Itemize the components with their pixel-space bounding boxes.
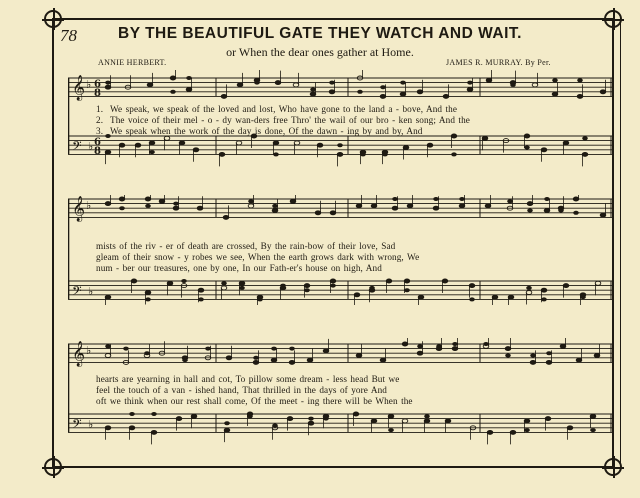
time-signature-top: 6 bbox=[94, 79, 101, 90]
note-head bbox=[576, 358, 582, 362]
frame-left-rule bbox=[52, 18, 54, 468]
note-head bbox=[119, 206, 125, 210]
note-head bbox=[445, 419, 451, 423]
note-head bbox=[170, 90, 176, 94]
note-head bbox=[221, 94, 227, 98]
note-head bbox=[186, 76, 192, 80]
note-head bbox=[417, 344, 423, 348]
note-head bbox=[541, 288, 547, 292]
note-head bbox=[273, 141, 279, 145]
note-head bbox=[330, 279, 336, 283]
note-head bbox=[239, 286, 245, 290]
note-head bbox=[159, 199, 165, 203]
note-head bbox=[530, 354, 536, 358]
note-head bbox=[402, 419, 408, 423]
note-head bbox=[308, 421, 314, 425]
corner-ornament-icon bbox=[604, 458, 622, 476]
note-head bbox=[304, 284, 310, 288]
note-head bbox=[442, 279, 448, 283]
note-head bbox=[545, 417, 551, 421]
note-head bbox=[486, 78, 492, 82]
note-head bbox=[173, 202, 179, 206]
note-head bbox=[582, 152, 588, 156]
note-head bbox=[594, 354, 600, 358]
note-head bbox=[304, 288, 310, 292]
note-head bbox=[541, 148, 547, 152]
note-head bbox=[436, 344, 442, 348]
note-head bbox=[119, 143, 125, 147]
note-head bbox=[417, 90, 423, 94]
note-head bbox=[323, 349, 329, 353]
music-system-2 bbox=[68, 195, 612, 305]
bass-clef-icon: 𝄢 bbox=[72, 283, 82, 302]
note-head bbox=[487, 430, 493, 434]
lyricist-credit: ANNIE HERBERT. bbox=[98, 58, 167, 67]
note-head bbox=[544, 209, 550, 213]
note-head bbox=[323, 417, 329, 421]
note-head bbox=[272, 424, 278, 428]
frame-bottom-rule bbox=[52, 466, 614, 468]
note-head bbox=[483, 342, 489, 346]
note-head bbox=[221, 286, 227, 290]
note-head bbox=[505, 354, 511, 358]
note-head bbox=[129, 426, 135, 430]
note-head bbox=[198, 297, 204, 301]
note-head bbox=[247, 414, 253, 418]
note-head bbox=[239, 281, 245, 285]
note-head bbox=[179, 141, 185, 145]
corner-ornament-icon bbox=[44, 458, 62, 476]
note-head bbox=[145, 291, 151, 295]
note-head bbox=[236, 141, 242, 145]
note-head bbox=[145, 204, 151, 208]
note-head bbox=[129, 412, 135, 416]
note-head bbox=[237, 83, 243, 87]
note-head bbox=[459, 204, 465, 208]
lyric-line: gleam of their snow - y robes we see, When the earth grows dark with wrong, We bbox=[96, 252, 420, 262]
note-head bbox=[105, 426, 111, 430]
note-head bbox=[404, 288, 410, 292]
note-head bbox=[567, 426, 573, 430]
note-head bbox=[380, 85, 386, 89]
note-head bbox=[105, 344, 111, 348]
note-head bbox=[354, 293, 360, 297]
note-head bbox=[226, 356, 232, 360]
note-head bbox=[149, 150, 155, 154]
note-head bbox=[310, 88, 316, 92]
note-head bbox=[191, 414, 197, 418]
note-head bbox=[353, 412, 359, 416]
note-head bbox=[424, 414, 430, 418]
note-head bbox=[590, 428, 596, 432]
note-head bbox=[356, 204, 362, 208]
note-head bbox=[357, 90, 363, 94]
note-head bbox=[254, 81, 260, 85]
note-head bbox=[482, 136, 488, 140]
note-head bbox=[459, 197, 465, 201]
hymn-title: BY THE BEAUTIFUL GATE THEY WATCH AND WAIT. bbox=[118, 25, 522, 42]
note-head bbox=[149, 141, 155, 145]
note-head bbox=[407, 204, 413, 208]
page-number: 78 bbox=[60, 26, 77, 45]
note-head bbox=[223, 215, 229, 219]
note-head bbox=[443, 94, 449, 98]
note-head bbox=[105, 150, 111, 154]
note-head bbox=[224, 428, 230, 432]
note-head bbox=[526, 286, 532, 290]
note-head bbox=[404, 279, 410, 283]
note-head bbox=[510, 83, 516, 87]
note-head bbox=[558, 209, 564, 213]
note-head bbox=[294, 141, 300, 145]
note-head bbox=[388, 428, 394, 432]
note-head bbox=[151, 430, 157, 434]
note-head bbox=[580, 295, 586, 299]
note-head bbox=[402, 342, 408, 346]
note-head bbox=[310, 92, 316, 96]
note-head bbox=[271, 347, 277, 351]
treble-staff-1 bbox=[68, 70, 612, 180]
note-head bbox=[452, 347, 458, 351]
flat-icon: ♭ bbox=[88, 140, 94, 153]
note-head bbox=[371, 204, 377, 208]
note-head bbox=[271, 358, 277, 362]
note-head bbox=[403, 146, 409, 150]
note-head bbox=[176, 417, 182, 421]
note-head bbox=[337, 143, 343, 147]
note-head bbox=[289, 347, 295, 351]
lyric-line: num - ber our treasures, one by one, In our Fath-er's house on high, And bbox=[96, 263, 382, 273]
note-head bbox=[563, 284, 569, 288]
time-signature-bottom: 8 bbox=[94, 88, 101, 99]
flat-icon: ♭ bbox=[86, 199, 92, 212]
note-head bbox=[151, 412, 157, 416]
note-head bbox=[452, 342, 458, 346]
note-head bbox=[173, 206, 179, 210]
lyric-line: feel the touch of a van - ished hand, That thrilled in the days of yore And bbox=[96, 385, 387, 395]
flat-icon: ♭ bbox=[86, 344, 92, 357]
note-head bbox=[290, 199, 296, 203]
note-head bbox=[145, 197, 151, 201]
note-head bbox=[280, 284, 286, 288]
note-head bbox=[317, 143, 323, 147]
flat-icon: ♭ bbox=[88, 285, 94, 298]
note-head bbox=[595, 281, 601, 285]
note-head bbox=[135, 143, 141, 147]
note-head bbox=[467, 88, 473, 92]
music-system-1 bbox=[68, 70, 612, 180]
lyric-line: 2. The voice of their mel - o - dy wan-ders free Thro' the wail of our bro - ken song; And the bbox=[96, 115, 470, 125]
note-head bbox=[248, 204, 254, 208]
note-head bbox=[392, 206, 398, 210]
note-head bbox=[524, 419, 530, 423]
note-head bbox=[330, 211, 336, 215]
note-head bbox=[541, 297, 547, 301]
note-head bbox=[600, 213, 606, 217]
note-head bbox=[273, 152, 279, 156]
note-head bbox=[392, 197, 398, 201]
note-head bbox=[147, 83, 153, 87]
note-head bbox=[386, 279, 392, 283]
note-head bbox=[131, 279, 137, 283]
note-head bbox=[356, 354, 362, 358]
note-head bbox=[552, 92, 558, 96]
note-head bbox=[182, 358, 188, 362]
note-head bbox=[371, 419, 377, 423]
note-head bbox=[144, 351, 150, 355]
lyric-line: oft we think when our rest shall come, Of the meet - ing there will be When the bbox=[96, 396, 413, 406]
flat-icon: ♭ bbox=[86, 78, 92, 91]
note-head bbox=[507, 199, 513, 203]
note-head bbox=[577, 78, 583, 82]
note-head bbox=[164, 136, 170, 140]
note-head bbox=[307, 358, 313, 362]
note-head bbox=[119, 197, 125, 201]
lyric-line: 1. We speak, we speak of the loved and lost, Who have gone to the land a - bove, And the bbox=[96, 104, 458, 114]
note-head bbox=[451, 152, 457, 156]
music-system-3 bbox=[68, 338, 612, 448]
note-head bbox=[400, 92, 406, 96]
note-head bbox=[205, 347, 211, 351]
bass-clef-icon: 𝄢 bbox=[72, 416, 82, 435]
note-head bbox=[546, 351, 552, 355]
note-head bbox=[253, 356, 259, 360]
hymn-subtitle: or When the dear ones gather at Home. bbox=[226, 45, 414, 59]
note-head bbox=[505, 347, 511, 351]
note-head bbox=[526, 291, 532, 295]
note-head bbox=[186, 88, 192, 92]
note-head bbox=[582, 136, 588, 140]
note-head bbox=[467, 81, 473, 85]
note-head bbox=[257, 297, 263, 301]
note-head bbox=[380, 94, 386, 98]
note-head bbox=[145, 297, 151, 301]
note-head bbox=[530, 360, 536, 364]
note-head bbox=[330, 284, 336, 288]
note-head bbox=[219, 152, 225, 156]
treble-clef-icon: 𝄞 bbox=[72, 341, 86, 367]
note-head bbox=[527, 202, 533, 206]
flat-icon: ♭ bbox=[88, 418, 94, 431]
note-head bbox=[527, 209, 533, 213]
note-head bbox=[275, 81, 281, 85]
note-head bbox=[170, 76, 176, 80]
time-signature-top: 6 bbox=[94, 137, 101, 148]
note-head bbox=[105, 202, 111, 206]
note-head bbox=[105, 85, 111, 89]
note-head bbox=[417, 351, 423, 355]
note-head bbox=[167, 281, 173, 285]
time-signature-bottom: 8 bbox=[94, 146, 101, 157]
note-head bbox=[427, 143, 433, 147]
composer-credit: JAMES R. MURRAY. By Per. bbox=[446, 58, 551, 67]
note-head bbox=[469, 297, 475, 301]
note-head bbox=[546, 360, 552, 364]
note-head bbox=[105, 81, 111, 85]
frame-top-rule bbox=[52, 18, 614, 20]
note-head bbox=[577, 94, 583, 98]
note-head bbox=[308, 417, 314, 421]
note-head bbox=[400, 81, 406, 85]
note-head bbox=[590, 414, 596, 418]
note-head bbox=[424, 419, 430, 423]
note-head bbox=[469, 284, 475, 288]
note-head bbox=[360, 152, 366, 156]
note-head bbox=[369, 286, 375, 290]
note-head bbox=[433, 197, 439, 201]
note-head bbox=[221, 281, 227, 285]
note-head bbox=[388, 414, 394, 418]
note-head bbox=[485, 204, 491, 208]
note-head bbox=[573, 211, 579, 215]
note-head bbox=[193, 148, 199, 152]
treble-clef-icon: 𝄞 bbox=[72, 196, 86, 222]
note-head bbox=[272, 209, 278, 213]
note-head bbox=[287, 417, 293, 421]
note-head bbox=[544, 197, 550, 201]
note-head bbox=[329, 81, 335, 85]
note-head bbox=[552, 78, 558, 82]
note-head bbox=[524, 428, 530, 432]
note-head bbox=[573, 197, 579, 201]
note-head bbox=[289, 360, 295, 364]
note-head bbox=[293, 83, 299, 87]
note-head bbox=[492, 295, 498, 299]
lyric-line: hearts are yearning in hall and cot, To pillow some dream - less head But we bbox=[96, 374, 400, 384]
note-head bbox=[105, 354, 111, 358]
note-head bbox=[380, 358, 386, 362]
note-head bbox=[123, 347, 129, 351]
note-head bbox=[315, 211, 321, 215]
note-head bbox=[105, 295, 111, 299]
note-head bbox=[600, 90, 606, 94]
note-head bbox=[224, 421, 230, 425]
note-head bbox=[508, 295, 514, 299]
lyric-line: mists of the riv - er of death are crossed, By the rain-bow of their love, Sad bbox=[96, 241, 396, 251]
note-head bbox=[329, 90, 335, 94]
note-head bbox=[382, 152, 388, 156]
lyric-line: 3. We speak when the work of the day is done, Of the dawn - ing by and by, And bbox=[96, 126, 423, 136]
note-head bbox=[272, 204, 278, 208]
note-head bbox=[532, 83, 538, 87]
note-head bbox=[563, 141, 569, 145]
note-head bbox=[181, 279, 187, 283]
note-head bbox=[248, 199, 254, 203]
note-head bbox=[433, 206, 439, 210]
note-head bbox=[560, 344, 566, 348]
note-head bbox=[510, 430, 516, 434]
treble-clef-icon: 𝄞 bbox=[72, 75, 86, 101]
note-head bbox=[337, 152, 343, 156]
note-head bbox=[197, 206, 203, 210]
note-head bbox=[524, 146, 530, 150]
note-head bbox=[418, 295, 424, 299]
note-head bbox=[253, 360, 259, 364]
bass-clef-icon: 𝄢 bbox=[72, 138, 82, 157]
note-head bbox=[198, 288, 204, 292]
